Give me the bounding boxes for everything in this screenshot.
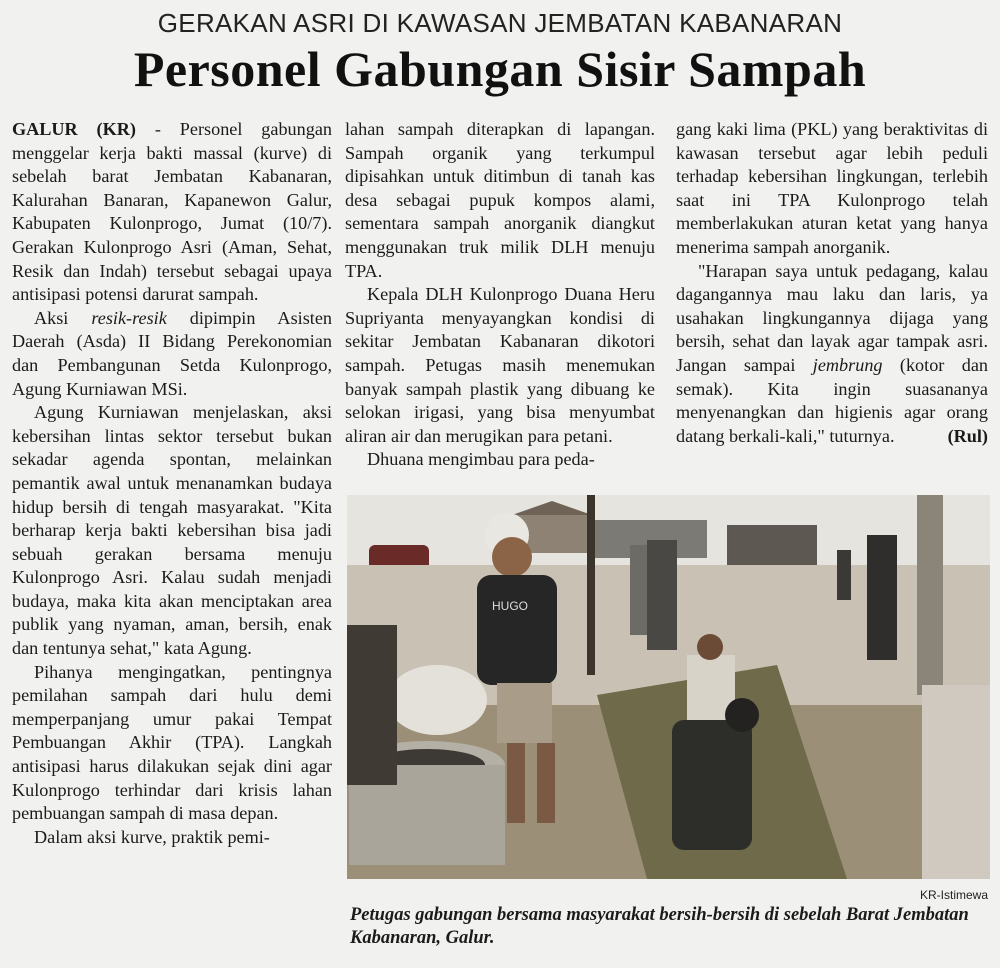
photo-person-head [725,698,759,732]
paragraph-2 [12,307,332,401]
article-kicker: GERAKAN ASRI DI KAWASAN JEMBATAN KABANARAN [157,8,843,38]
photo-worker-leg [507,743,525,823]
photo-credit: KR-Istimewa [919,888,988,902]
article-column-2 [345,118,655,472]
photo-foreground-person [347,625,397,785]
photo-person [867,535,897,660]
article-column-3 [676,118,988,448]
author-initials: (Rul) [947,425,988,446]
article-column-1 [12,118,332,849]
paragraph-2-emphasis: resik-resik [91,307,167,328]
lead-paragraph [12,118,332,307]
paragraph-8-text-a: "Harapan saya untuk pedagang, kalau dagangannya mau laku dan laris, ya usahakan lingkungannya dijaga yang bersih, sehat dan layak agar tampak asri. Jangan sampai [676,260,988,375]
photo-stall [727,525,817,565]
paragraph-2-text-a: Aksi [34,307,92,328]
dateline: GALUR (KR) [12,119,136,139]
news-photo [347,495,990,879]
paragraph-8-emphasis: jembrung [812,354,883,375]
photo-person-head [697,634,723,660]
photo-crouching-worker [672,720,752,850]
paragraph-2-text-b: dipimpin Asisten Daerah (Asda) II Bidang Perekonomian dan Pembangunan Setda Kulonprogo, Agung Kurniawan MSi. [12,307,332,399]
paragraph-5-continued: lahan sampah diterapkan di lapangan. Sampah organik yang terkumpul dipisahkan untuk ditimbun di tanah kas desa sebagai pupuk kompos alami, sementara sampah anorganik diangkut menggunakan truk milik DLH menuju TPA. [345,119,655,281]
photo-shirt-text: HUGO [492,599,528,613]
photo-worker-head [492,537,532,577]
photo-pole [587,495,595,675]
paragraph-7-start: Dhuana mengimbau para peda- [367,449,595,470]
photo-worker-leg [537,743,555,823]
photo-caption: Petugas gabungan bersama masyarakat bersih-bersih di sebelah Barat Jembatan Kabanaran, Galur. [350,905,969,948]
lead-text: - Personel gabungan menggelar kerja bakti massal (kurve) di sebelah barat Jembatan Kabanaran, Kalurahan Banaran, Kapanewon Galur, Kabupaten Kulonprogo, Jumat (10/7). Gerakan Kulonprogo Asri (Aman, Sehat, Resik dan Indah) tersebut sebagai upaya antisipasi potensi darurat sampah. [12,119,333,305]
paragraph-8 [676,260,988,449]
paragraph-5-start: Dalam aksi kurve, praktik pemi- [34,826,270,847]
photo-sack [387,665,487,735]
article-headline: Personel Gabungan Sisir Sampah [133,41,867,97]
paragraph-6: Kepala DLH Kulonprogo Duana Heru Supriyanta menyayangkan kondisi di sekitar Jembatan Kabanaran dikotori sampah. Petugas masih menemukan banyak sampah plastik yang dibuang ke selokan irigasi, yang bisa menyumbat aliran air dan merugikan para petani. [345,284,655,446]
photo-concrete-pole [917,495,943,695]
paragraph-3: Agung Kurniawan menjelaskan, aksi kebersihan lintas sektor tersebut bukan sekadar agenda spontan, melainkan pemantik awal untuk menanamkan budaya hidup bersih di tengah masyarakat. "Kita berharap kerja bakti kebersihan bisa jadi sebuah gerakan bersama menuju Kulonprogo Asri. Kalau sudah menjadi budaya, maka kita akan menciptakan area publik yang nyaman, aman, bersih, enak dan tentunya sehat," kata Agung. [12,402,332,659]
paragraph-4: Pihanya mengingatkan, pentingnya pemilahan sampah dari hulu demi memperpanjang umur pakai Tempat Pembuangan Akhir (TPA). Langkah antisipasi harus dilakukan sejak dini agar Kulonprogo terhindar dari krisis lahan pembuangan sampah di masa depan. [12,661,332,824]
photo-worker-shorts [497,683,552,743]
photo-person [837,550,851,600]
photo-person [647,540,677,650]
photo-worker-shirt [477,575,557,685]
paragraph-7-continued: gang kaki lima (PKL) yang beraktivitas di kawasan tersebut agar lebih peduli terhadap kebersihan lingkungan, terlebih saat ini TPA Kulonprogo telah memberlakukan aturan ketat yang hanya menerima sampah anorganik. [676,119,988,257]
photo-illustration [347,495,990,879]
photo-foreground-person [922,685,990,879]
paragraph-8-text-b: (kotor dan semak). Kita ingin suasananya menyenangkan dan higienis agar orang datang berkali-kali," tuturnya. [676,354,988,446]
